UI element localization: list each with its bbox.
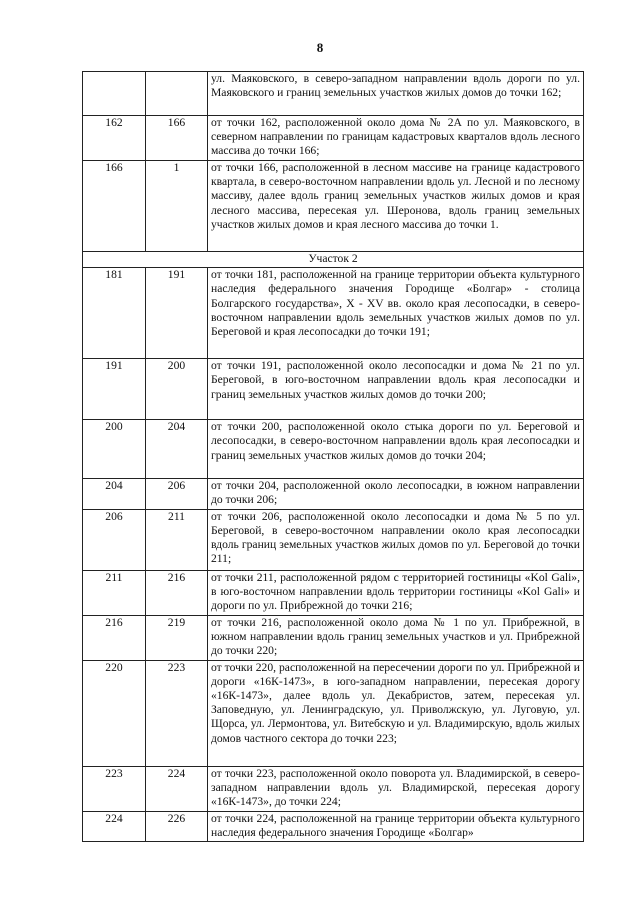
- point-from-cell: 220: [83, 660, 146, 766]
- table-row: [83, 116, 584, 161]
- point-from-cell: 204: [83, 479, 146, 509]
- table-row: [83, 766, 584, 811]
- table-row: [83, 811, 584, 841]
- point-from-cell: 191: [83, 359, 146, 420]
- point-from-cell: 181: [83, 268, 146, 359]
- point-to-cell: 206: [146, 479, 208, 509]
- table-row: [83, 161, 584, 252]
- point-to-cell: 191: [146, 268, 208, 359]
- point-to-cell: 1: [146, 161, 208, 252]
- point-from-cell: 162: [83, 116, 146, 161]
- route-description-cell: от точки 166, расположенной в лесном массиве на границе кадастрового квартала, в северо-восточном направлении вдоль ул. Лесной и по лесному массиву, далее вдоль границ земельных участков жилых домов и края лесного массива, пересекая ул. Шеронова, вдоль границ земельных участков жилых домов и края лесного массива до точки 1.: [208, 161, 584, 252]
- boundary-points-table: [82, 71, 584, 842]
- point-from-cell: [83, 72, 146, 116]
- point-from-cell: 211: [83, 570, 146, 615]
- point-to-cell: 216: [146, 570, 208, 615]
- route-description-cell: от точки 206, расположенной около лесопосадки и дома № 5 по ул. Береговой, в северо-восточном направлении около края лесопосадки вдоль границ земельных участков жилых домов по ул. Береговой до точки 211;: [208, 509, 584, 570]
- point-to-cell: 224: [146, 766, 208, 811]
- route-description-cell: от точки 200, расположенной около стыка дороги по ул. Береговой и лесопосадки, в северо-восточном направлении вдоль края лесопосадки и границ земельных участков жилых домов до точки 204;: [208, 420, 584, 479]
- table-row: [83, 420, 584, 479]
- table-row: [83, 268, 584, 359]
- point-to-cell: 166: [146, 116, 208, 161]
- route-description-cell: от точки 224, расположенной на границе территории объекта культурного наследия федерального значения Городище «Болгар»: [208, 811, 584, 841]
- point-to-cell: 223: [146, 660, 208, 766]
- route-description-cell: от точки 191, расположенной около лесопосадки и дома № 21 по ул. Береговой, в юго-восточном направлении вдоль края лесопосадки и границ земельных участков жилых домов до точки 200;: [208, 359, 584, 420]
- route-description-cell: от точки 223, расположенной около поворота ул. Владимирской, в северо-западном направлении вдоль ул. Владимирской, пересекая дорогу «16К-1473», до точки 224;: [208, 766, 584, 811]
- point-to-cell: [146, 72, 208, 116]
- table-row: [83, 359, 584, 420]
- route-description-cell: от точки 181, расположенной на границе территории объекта культурного наследия федерального значения Городище «Болгар» - столица Болгарского государства», X - XV вв. около края лесопосадки, в северо-восточном направлении вдоль земельных участков жилых домов по ул. Береговой и края лесопосадки до точки 191;: [208, 268, 584, 359]
- point-to-cell: 226: [146, 811, 208, 841]
- table-row: [83, 479, 584, 509]
- page-number: 8: [316, 40, 324, 55]
- point-to-cell: 204: [146, 420, 208, 479]
- route-description-cell: ул. Маяковского, в северо-западном направлении вдоль дороги по ул. Маяковского и границ земельных участков жилых домов до точки 162;: [208, 72, 584, 116]
- point-from-cell: 223: [83, 766, 146, 811]
- point-from-cell: 166: [83, 161, 146, 252]
- point-from-cell: 200: [83, 420, 146, 479]
- point-to-cell: 219: [146, 615, 208, 660]
- table-row: [83, 660, 584, 766]
- route-description-cell: от точки 216, расположенной около дома № 1 по ул. Прибрежной, в южном направлении вдоль границ земельных участков и ул. Прибрежной до точки 220;: [208, 615, 584, 660]
- route-description-cell: от точки 204, расположенной около лесопосадки, в южном направлении до точки 206;: [208, 479, 584, 509]
- table-row: [83, 615, 584, 660]
- route-description-cell: от точки 220, расположенной на пересечении дороги по ул. Прибрежной и дороги «16К-1473», в юго-западном направлении, пересекая дорогу «16К-1473», далее вдоль ул. Декабристов, затем, пересекая ул. Заповедную, ул. Ленинградскую, ул. Приволжскую, ул. Луговую, ул. Щорса, ул. Лермонтова, ул. Витебскую и ул. Владимирскую, вдоль жилых домов частного сектора до точки 223;: [208, 660, 584, 766]
- route-description-cell: от точки 162, расположенной около дома № 2А по ул. Маяковского, в северном направлении по границам кадастровых кварталов вдоль лесного массива до точки 166;: [208, 116, 584, 161]
- table-row: [83, 509, 584, 570]
- table-body: [83, 72, 584, 842]
- table-row: [83, 570, 584, 615]
- point-to-cell: 211: [146, 509, 208, 570]
- table-row: [83, 72, 584, 116]
- point-from-cell: 216: [83, 615, 146, 660]
- point-from-cell: 224: [83, 811, 146, 841]
- point-to-cell: 200: [146, 359, 208, 420]
- point-from-cell: 206: [83, 509, 146, 570]
- section-title: Участок 2: [83, 252, 584, 268]
- route-description-cell: от точки 211, расположенной рядом с территорией гостиницы «Kol Gali», в юго-восточном направлении вдоль территории гостиницы «Kol Gali» и дороги по ул. Прибрежной до точки 216;: [208, 570, 584, 615]
- section-header-row: [83, 252, 584, 268]
